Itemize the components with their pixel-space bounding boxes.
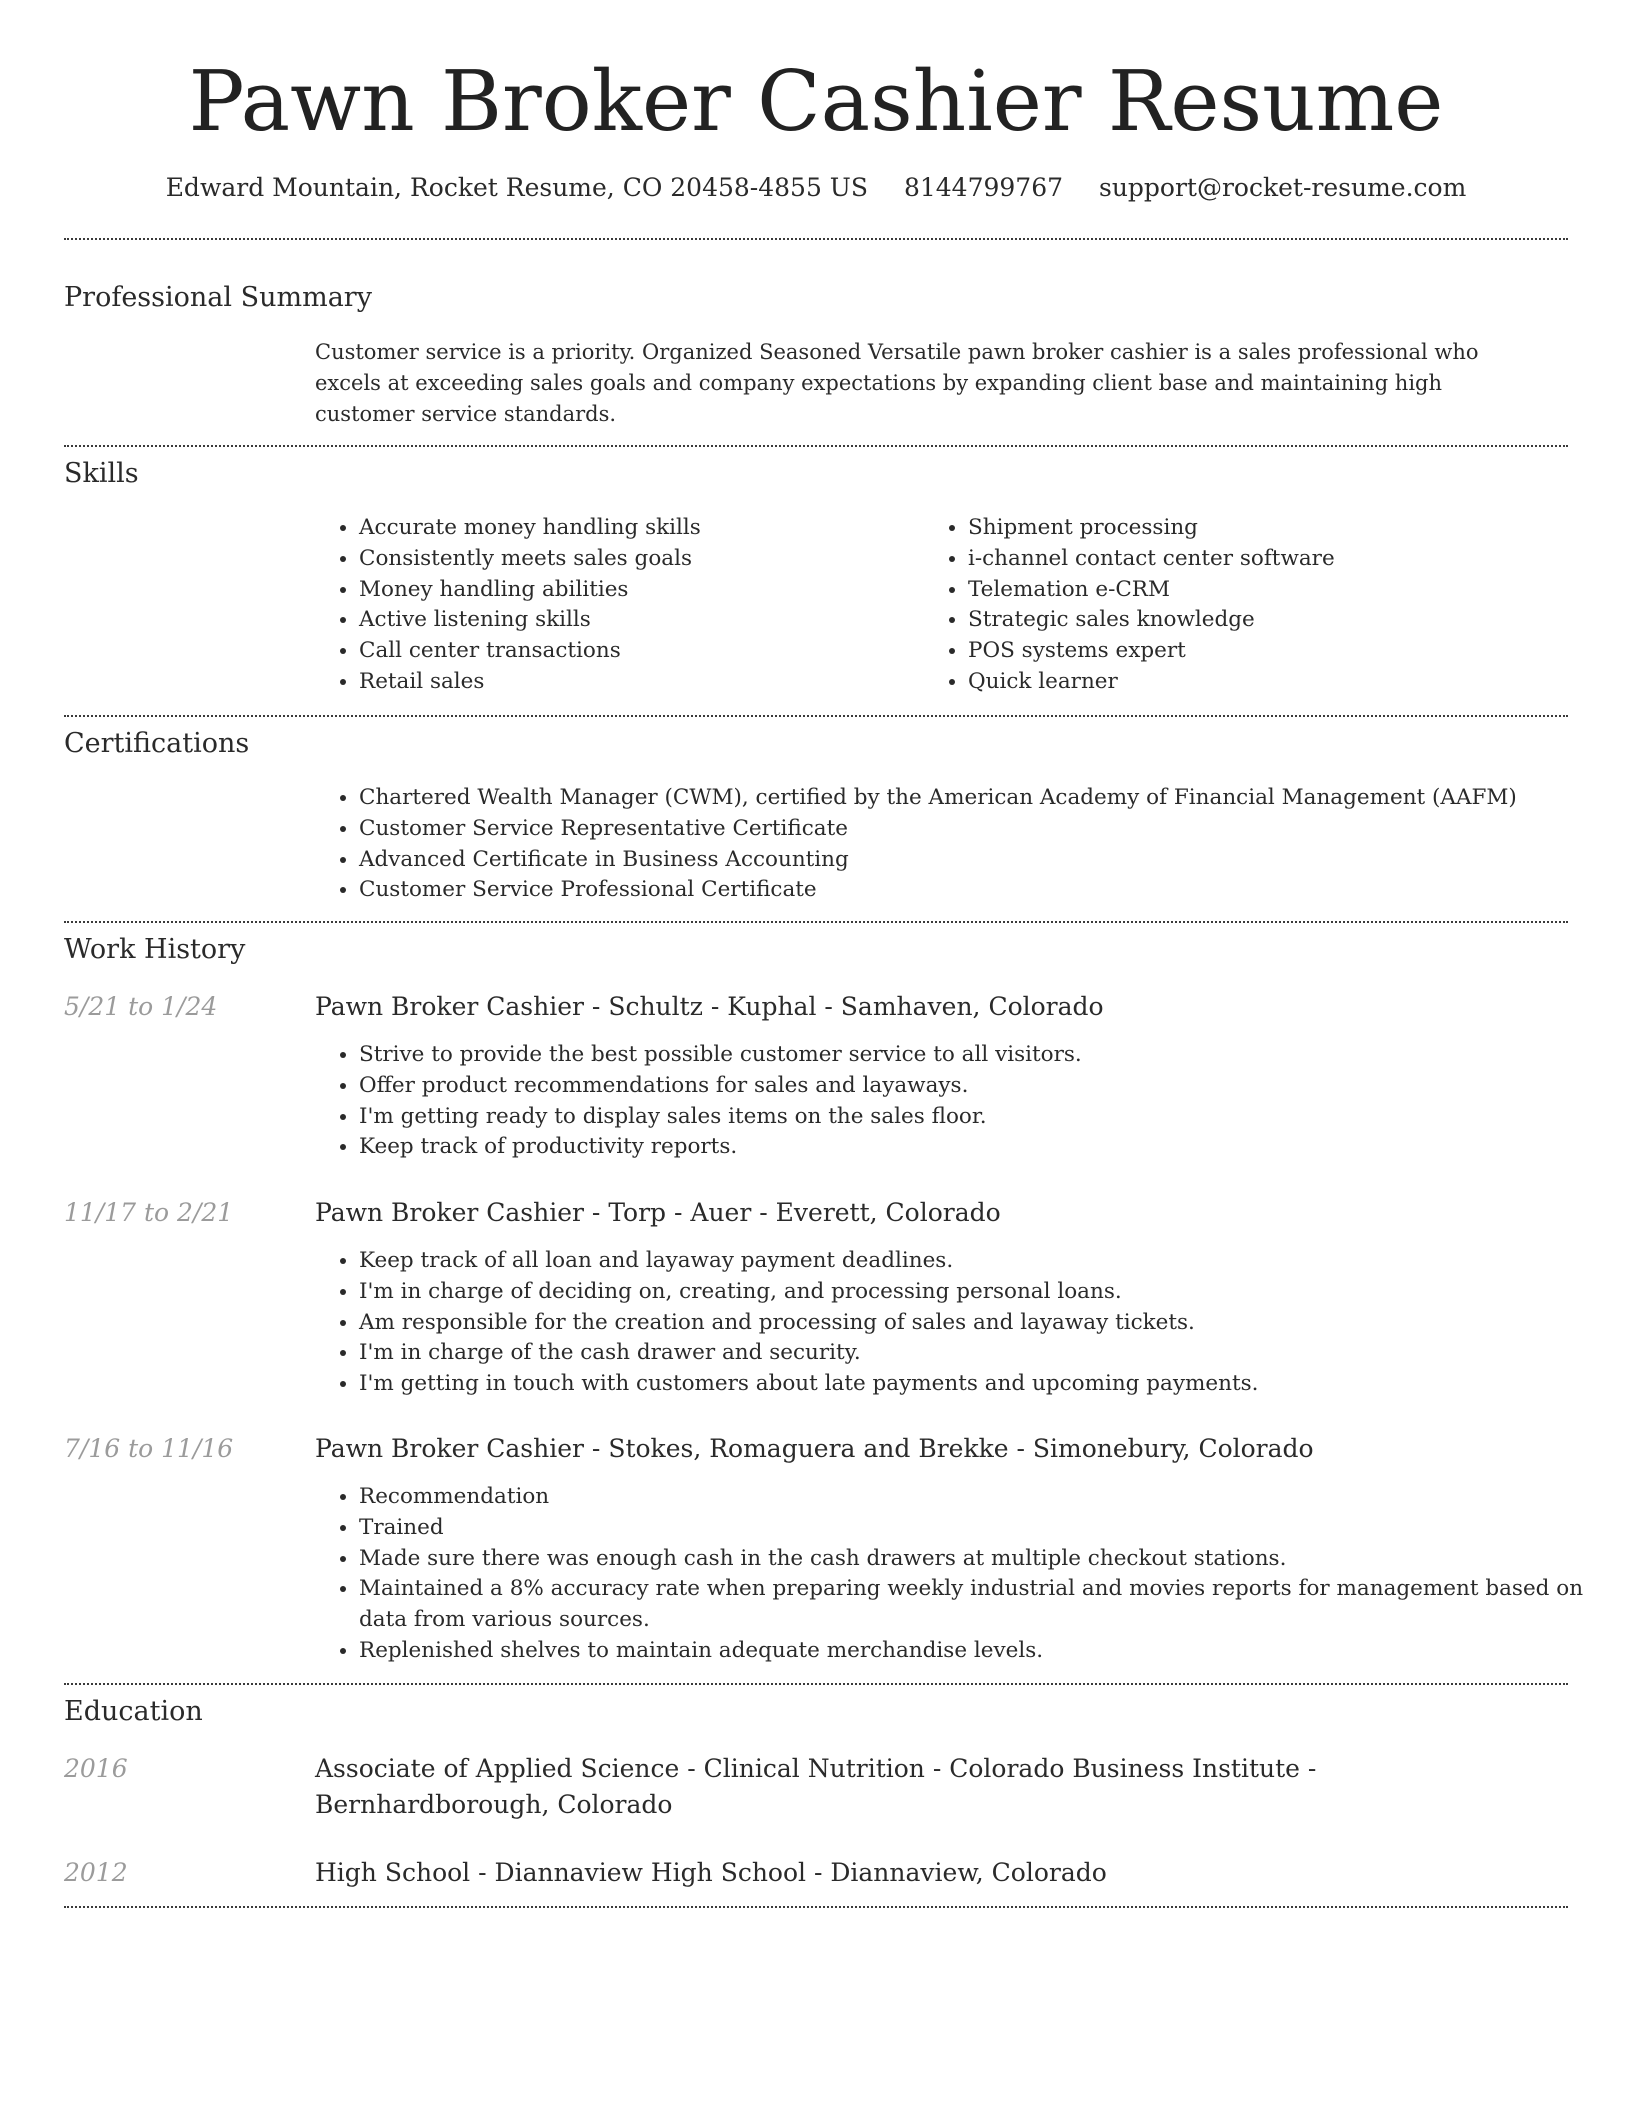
job-bullet: • Recommendation: [359, 1482, 1599, 1513]
job-dates: 5/21 to 1/24: [64, 992, 218, 1021]
job-bullets: [315, 1246, 1599, 1400]
section-title-certifications: Certifications: [64, 728, 250, 759]
contact-phone: 8144799767: [903, 173, 1064, 202]
education-year: 2016: [64, 1754, 128, 1783]
job-details: - Stokes, Romaguera and Brekke - Simonebury, Colorado: [583, 1434, 1314, 1463]
divider: [64, 921, 1568, 923]
skill-item: • Shipment processing: [968, 513, 1568, 544]
education-year: 2012: [64, 1858, 128, 1887]
page-title: Pawn Broker Cashier Resume: [188, 53, 1444, 150]
education-details: - Colorado Business Institute - Bernhardborough, Colorado: [315, 1754, 1317, 1819]
education-degree: High School: [315, 1858, 471, 1887]
skill-item: • Accurate money handling skills: [359, 513, 919, 544]
skills-list-left: [315, 513, 919, 698]
job-title: Pawn Broker Cashier: [315, 1434, 584, 1463]
job-bullet: • Strive to provide the best possible customer service to all visitors.: [359, 1040, 1599, 1071]
section-title-summary: Professional Summary: [64, 282, 372, 313]
certification-item: • Chartered Wealth Manager (CWM), certified by the American Academy of Financial Management (AAFM): [359, 783, 1599, 814]
job-dates: 11/17 to 2/21: [64, 1198, 234, 1227]
skill-item: • Strategic sales knowledge: [968, 605, 1568, 636]
job-details: - Schultz - Kuphal - Samhaven, Colorado: [583, 992, 1104, 1021]
certifications-list: [315, 783, 1599, 906]
certification-item: • Advanced Certificate in Business Accounting: [359, 845, 1599, 876]
job-bullet: • Made sure there was enough cash in the cash drawers at multiple checkout stations.: [359, 1544, 1599, 1575]
job-bullets: [315, 1040, 1599, 1163]
skill-item: • Money handling abilities: [359, 575, 919, 606]
certification-item: • Customer Service Professional Certificate: [359, 875, 1599, 906]
skill-item: • Consistently meets sales goals: [359, 544, 919, 575]
job-bullet: • Offer product recommendations for sales and layaways.: [359, 1071, 1599, 1102]
contact-line: [0, 170, 1632, 206]
divider: [64, 1906, 1568, 1908]
certification-item: • Customer Service Representative Certificate: [359, 814, 1599, 845]
job-bullet: • Am responsible for the creation and processing of sales and layaway tickets.: [359, 1308, 1599, 1339]
job-bullet: • Keep track of all loan and layaway payment deadlines.: [359, 1246, 1599, 1277]
job-bullet: • I'm getting in touch with customers about late payments and upcoming payments.: [359, 1369, 1599, 1400]
job-dates: 7/16 to 11/16: [64, 1434, 234, 1463]
section-title-work-history: Work History: [64, 934, 246, 965]
skill-item: • POS systems expert: [968, 636, 1568, 667]
job-bullets: [315, 1482, 1599, 1667]
skill-item: • Active listening skills: [359, 605, 919, 636]
job-bullet: • I'm in charge of the cash drawer and security.: [359, 1338, 1599, 1369]
skill-item: • i-channel contact center software: [968, 544, 1568, 575]
job-bullet: • Replenished shelves to maintain adequate merchandise levels.: [359, 1636, 1599, 1667]
job-heading: [315, 1195, 1575, 1231]
divider: [64, 1683, 1568, 1685]
job-details: - Torp - Auer - Everett, Colorado: [583, 1198, 1001, 1227]
job-heading: [315, 1431, 1575, 1467]
skill-item: • Telemation e-CRM: [968, 575, 1568, 606]
skill-item: • Retail sales: [359, 667, 919, 698]
job-bullet: • I'm getting ready to display sales items on the sales floor.: [359, 1102, 1599, 1133]
section-title-skills: Skills: [64, 458, 139, 489]
divider: [64, 445, 1568, 447]
skills-list-right: [924, 513, 1568, 698]
job-bullet: • Trained: [359, 1513, 1599, 1544]
education-entry: [315, 1751, 1535, 1823]
education-degree: Associate of Applied Science - Clinical Nutrition: [315, 1754, 925, 1783]
job-title: Pawn Broker Cashier: [315, 1198, 584, 1227]
education-entry: [315, 1855, 1535, 1891]
divider: [64, 238, 1568, 240]
job-bullet: • Maintained a 8% accuracy rate when preparing weekly industrial and movies reports for management based on data from various sources.: [359, 1574, 1599, 1636]
contact-email: support@rocket-resume.com: [1098, 173, 1467, 202]
contact-address: Edward Mountain, Rocket Resume, CO 20458-4855 US: [165, 173, 869, 202]
divider: [64, 715, 1568, 717]
skill-item: • Quick learner: [968, 667, 1568, 698]
summary-text: Customer service is a priority. Organized Seasoned Versatile pawn broker cashier is a sales professional who excels at exceeding sales goals and company expectations by expanding client base and maintaining high customer service standards.: [315, 340, 1479, 426]
education-details: - Diannaview High School - Diannaview, Colorado: [470, 1858, 1107, 1887]
job-bullet: • I'm in charge of deciding on, creating, and processing personal loans.: [359, 1277, 1599, 1308]
job-heading: [315, 989, 1575, 1025]
skill-item: • Call center transactions: [359, 636, 919, 667]
section-title-education: Education: [64, 1696, 203, 1727]
job-bullet: • Keep track of productivity reports.: [359, 1132, 1599, 1163]
job-title: Pawn Broker Cashier: [315, 992, 584, 1021]
